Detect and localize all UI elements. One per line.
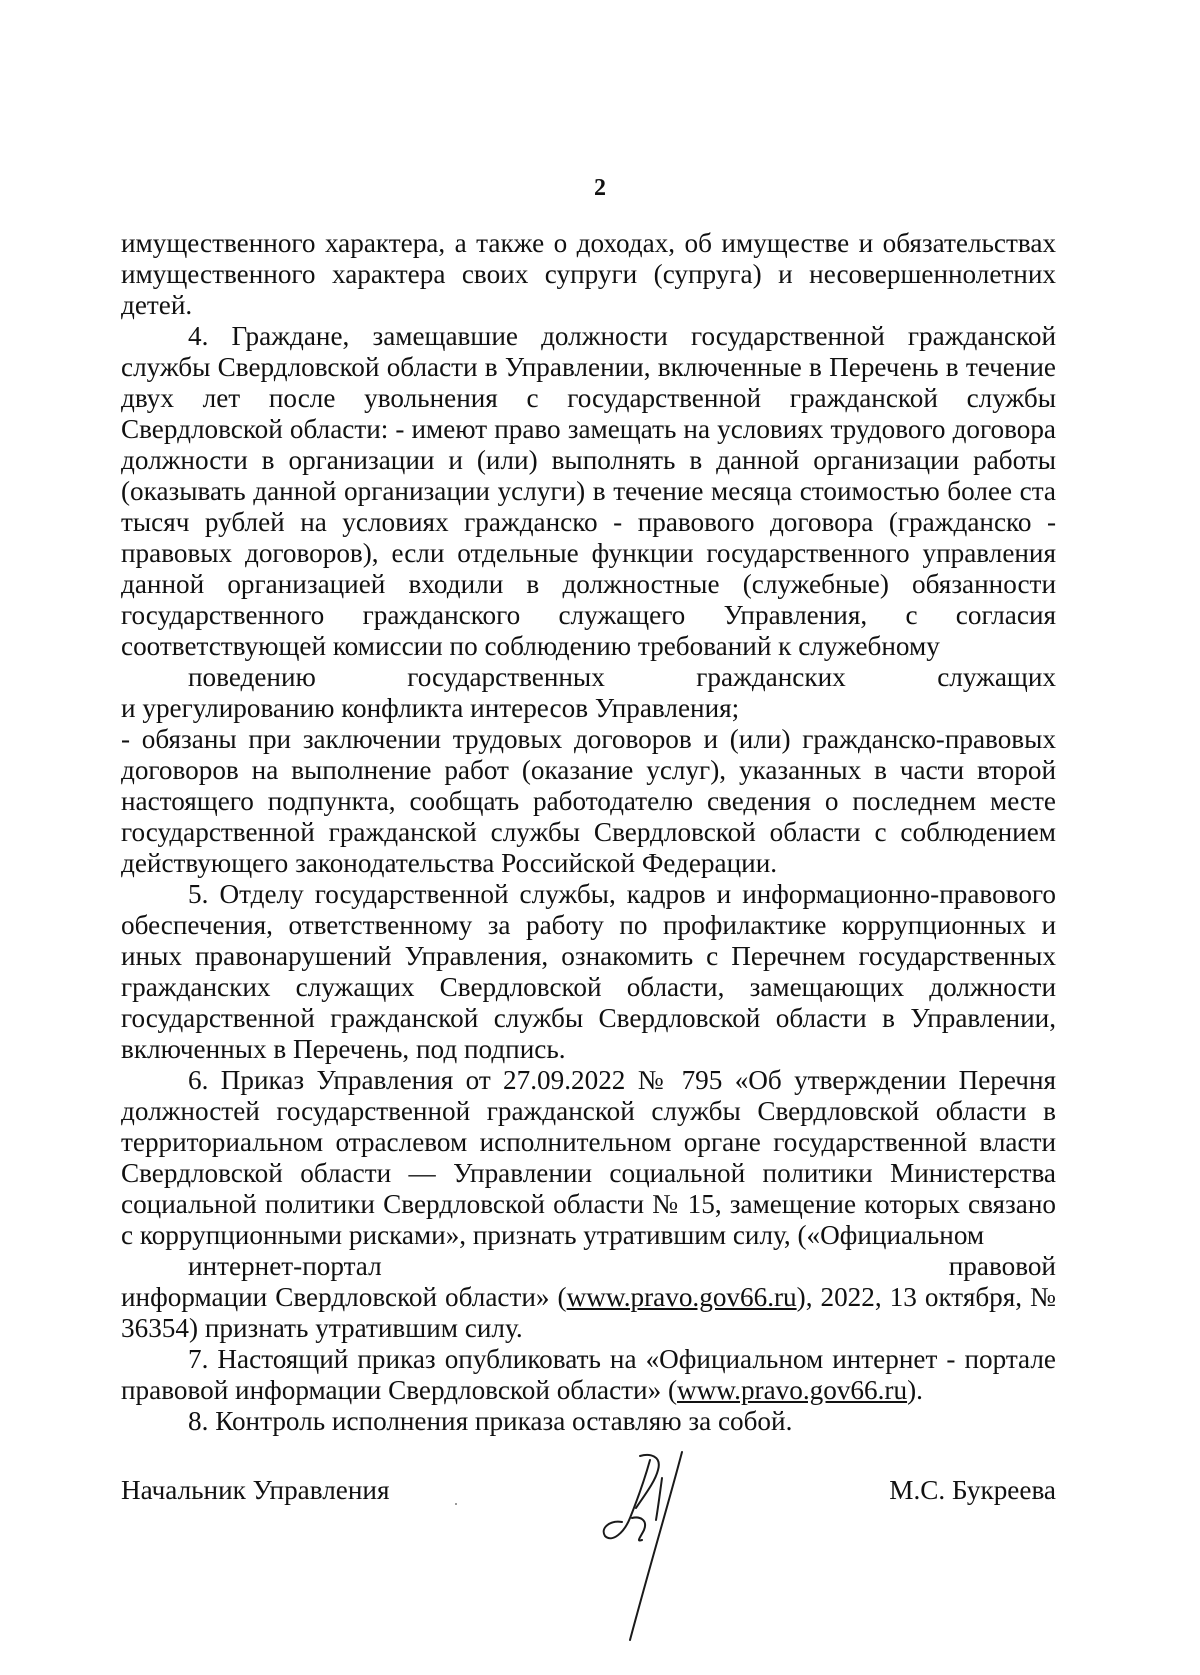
item-8-paragraph: 8. Контроль исполнения приказа оставляю за собой. <box>188 1406 793 1436</box>
signature-block <box>121 1475 1056 1515</box>
handwritten-signature <box>600 1448 740 1648</box>
item-6-spread-line: интернет-портал правовой <box>188 1251 1056 1281</box>
item-7-paragraph <box>121 1344 1056 1406</box>
item-4-dash-paragraph: - обязаны при заключении трудовых договоров и (или) гражданско-правовых договоров на выполнение работ (оказание услуг), указанных в части второй настоящего подпункта, сообщать работодателю сведения о последнем месте государственной гражданской службы Свердловской области с соблюдением действующего законодательства Российской Федерации. <box>121 724 1056 878</box>
item-6-url-link[interactable]: www.pravo.gov66.ru <box>566 1282 797 1312</box>
signatory-name: М.С. Букреева <box>889 1475 1056 1505</box>
signatory-position: Начальник Управления <box>121 1475 390 1505</box>
item-4-paragraph <box>121 321 1056 724</box>
document-body <box>121 228 1056 1437</box>
page-number: 2 <box>594 175 606 201</box>
item-7-url-link[interactable]: www.pravo.gov66.ru <box>677 1375 908 1405</box>
item-6-post-url: ), 2022, 13 октября, № 36354) признать утратившим силу. <box>121 1282 1056 1343</box>
intro-paragraph: имущественного характера, а также о доходах, об имуществе и обязательствах имущественного характера своих супруги (супруга) и несовершеннолетних детей. <box>121 228 1056 320</box>
item-4-spread-line: поведению государственных гражданских служащих <box>188 662 1056 692</box>
item-4-tail: и урегулированию конфликта интересов Управления; <box>121 693 740 723</box>
item-6-paragraph <box>121 1065 1056 1344</box>
scan-dot <box>455 1503 457 1505</box>
item-6-text: 6. Приказ Управления от 27.09.2022 № 795 «Об утверждении Перечня должностей государственной гражданской службы Свердловской области в территориальном отраслевом исполнительном органе государственной власти Свердловской области — Управлении социальной политики Министерства социальной политики Свердловской области № 15, замещение которых связано с коррупционными рисками», признать утратившим силу, («Официальном <box>121 1065 1056 1250</box>
item-6-pre-url: информации Свердловской области» ( <box>121 1282 567 1312</box>
item-5-paragraph: 5. Отделу государственной службы, кадров и информационно-правового обеспечения, ответственному за работу по профилактике коррупционных и иных правонарушений Управления, ознакомить с Перечнем государственных гражданских служащих Свердловской области, замещающих должности государственной гражданской службы Свердловской области в Управлении, включенных в Перечень, под подпись. <box>121 879 1056 1064</box>
item-7-pre-url: 7. Настоящий приказ опубликовать на «Официальном интернет - портале правовой информации Свердловской области» ( <box>121 1344 1056 1405</box>
item-7-post-url: ). <box>907 1375 923 1405</box>
item-4-text: 4. Граждане, замещавшие должности государственной гражданской службы Свердловской области в Управлении, включенные в Перечень в течение двух лет после увольнения с государственной гражданской службы Свердловской области: - имеют право замещать на условиях трудового договора должности в организации и (или) выполнять в данной организации работы (оказывать данной организации услуги) в течение месяца стоимостью более ста тысяч рублей на условиях гражданско - правового договора (гражданско - правовых договоров), если отдельные функции государственного управления данной организацией входили в должностные (служебные) обязанности государственного гражданского служащего Управления, с согласия соответствующей комиссии по соблюдению требований к служебному <box>121 321 1056 661</box>
